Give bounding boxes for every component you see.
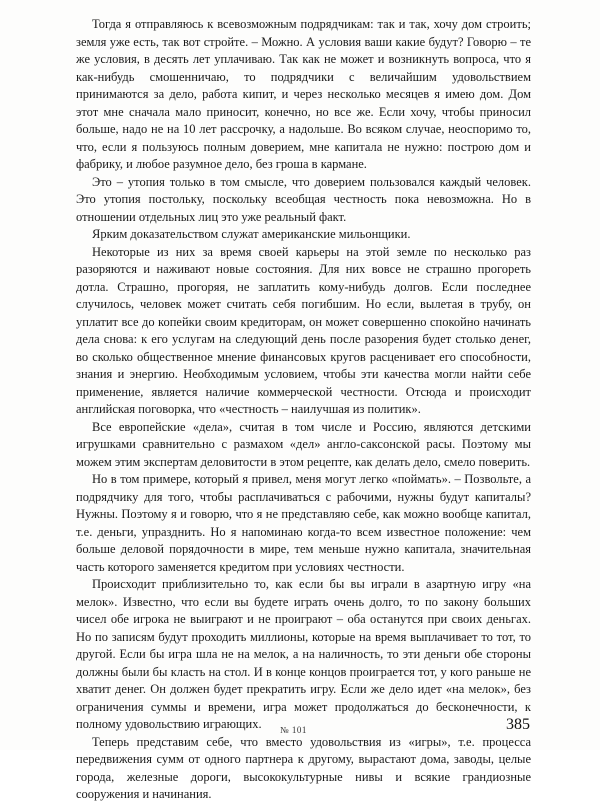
- paragraph: Тогда я отправляюсь к всевозможным подрядчикам: так и так, хочу дом строить; земля уже есть, так вот стройте. – Можно. А условия ваши какие будут? Говорю – те же условия, в десять лет уплачиваю. Так как не может и возникнуть вопроса, что я как-нибудь смошенничаю, то подрядчики с величайшим удовольствием принимаются за дело, работа кипит, и через несколько месяцев я имею дом. Дом этот мне сначала мало приносит, конечно, но все же. Если хочу, чтобы приносил больше, надо не на 10 лет рассрочку, а надольше. Во всяком случае, неоспоримо то, что, если я пользуюсь полным доверием, мне капитала не нужно: построю дом и фабрику, и любое разумное дело, без гроша в кармане.: [76, 17, 531, 171]
- paragraph: Все европейские «дела», считая в том числе и Россию, являются детскими игрушками сравнительно с размахом «дел» англо-саксонской расы. Поэтому мы можем этим экспертам деловитости в этом рецепте, как делать дело, смело поверить.: [76, 419, 531, 469]
- body-text: [76, 16, 531, 804]
- paragraph: Теперь представим себе, что вместо удовольствия из «игры», т.е. процесса передвижения сумм от одного партнера к другому, вырастают дома, заводы, целые города, железные дороги, высококультурные нивы и всякие грандиозные сооружения и начинания.: [76, 734, 531, 801]
- paragraph: Но в том примере, который я привел, меня могут легко «поймать». – Позвольте, а подрядчику для того, чтобы расплачиваться с рабочими, нужны будут капиталы? Нужны. Поэтому я и говорю, что я не представляю себе, как можно вообще капитал, т.е. деньги, упразднить. Но я напоминаю когда-то всем известное положение: чем больше деловой порядочности в мире, тем меньше нужно капитала, значительная часть которого заменяется кредитом при условиях честности.: [76, 472, 531, 574]
- paragraph: Некоторые из них за время своей карьеры на этой земле по несколько раз разоряются и наживают новые состояния. Для них вовсе не страшно прогореть дотла. Страшно, прогоряя, не заплатить кому-нибудь долгов. Если последнее случилось, человек может считать себя погибшим. Но если, вылетая в трубу, он уплатит все до копейки своим кредиторам, он может совершенно спокойно начинать дела снова: к его услугам на следующий день после разорения будет столько денег, во сколько общественное мнение финансовых кругов расценивает его способности, знания и энергию. Необходимым условием, чтобы эти качества могли найти себе применение, является наличие коммерческой честности. Отсюда и происходит английская поговорка, что «честность – наилучшая из политик».: [76, 244, 531, 416]
- issue-number: № 101: [280, 725, 307, 735]
- paragraph: Ярким доказательством служат американские мильонщики.: [92, 227, 411, 241]
- paragraph: Происходит приблизительно то, как если бы вы играли в азартную игру «на мелок». Известно, что если вы будете играть очень долго, то по закону больших чисел обе игрока не выиграют и не проиграют – оба останутся при своих деньгах. Но по записям будут проходить миллионы, которые на время выплачивает то тот, то другой. Если бы игра шла не на мелок, а на наличность, то эти деньги обе стороны должны были бы класть на стол. И в конце концов проиграется тот, у кого раньше не хватит денег. Он должен будет прекратить игру. Если же дело идет «на мелок», без ограничения суммы и времени, игра может продолжаться до бесконечности, к полному удовольствию играющих.: [76, 577, 531, 731]
- paragraph: Это – утопия только в том смысле, что доверием пользовался каждый человек. Это утопия постольку, поскольку всеобщая честность пока невозможна. Но в отношении отдельных лиц это уже реальный факт.: [76, 174, 531, 224]
- page-number: 385: [506, 716, 530, 733]
